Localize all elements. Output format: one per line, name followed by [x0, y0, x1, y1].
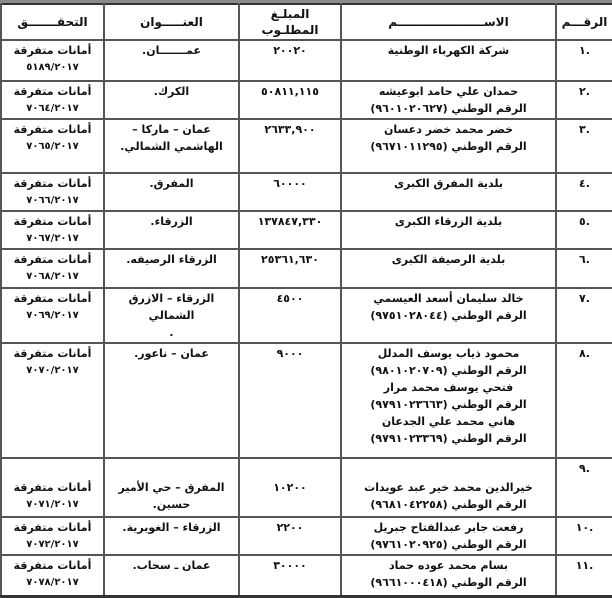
- row-name: [341, 343, 556, 458]
- row-address: [104, 555, 239, 596]
- table-row: [1, 517, 612, 555]
- verification-reference: ٥١٨٩/٢٠١٧: [26, 62, 79, 73]
- row-number: .٥: [556, 211, 612, 249]
- table-row: [1, 173, 612, 211]
- row-name: [341, 211, 556, 249]
- address-line: الزرقاء الرصيفه.: [126, 253, 217, 266]
- verification-label: أمانات متفرقة: [13, 292, 92, 305]
- table-row: [1, 81, 612, 119]
- address-line: الكرك.: [153, 85, 190, 98]
- national-id: الرقم الوطني (٩٦٧١٠١١٢٩٥): [370, 140, 527, 153]
- address-line: الزرقاء – الغويرية.: [122, 521, 221, 534]
- row-name: [341, 173, 556, 211]
- party-name: خيرالدين محمد خير عبد عويدات: [364, 481, 533, 494]
- row-verification: [1, 81, 104, 119]
- row-name: [341, 119, 556, 173]
- row-number: .٧: [556, 288, 612, 343]
- header-address: العنـــــوان: [104, 4, 239, 40]
- verification-label: أمانات متفرقة: [13, 559, 92, 572]
- address-line: الزرقاء – الازرق الشمالي: [128, 292, 215, 322]
- row-verification: [1, 211, 104, 249]
- verification-reference: ٧٠٧٨/٢٠١٧: [26, 577, 79, 588]
- party-name: محمود ذياب يوسف المدلل: [377, 347, 520, 360]
- header-name: الاســـــــــــــــــــــم: [341, 4, 556, 40]
- row-number: .٢: [556, 81, 612, 119]
- national-id: الرقم الوطني (٩٧٦١٠٢٠٩٢٥): [370, 538, 527, 551]
- row-amount: ٢٢٠٠: [239, 517, 341, 555]
- row-number: .٤: [556, 173, 612, 211]
- party-name: بلدية المفرق الكبرى: [393, 177, 504, 190]
- row-verification: [1, 517, 104, 555]
- row-address: [104, 343, 239, 458]
- row-address: [104, 458, 239, 517]
- row-address: [104, 288, 239, 343]
- row-number: .١٠: [556, 517, 612, 555]
- address-line: الهاشمي الشمالي.: [120, 140, 223, 153]
- header-verification: التحقـــــــق: [1, 4, 104, 40]
- address-line: المفرق – حي الأمير: [118, 481, 225, 494]
- national-id: الرقم الوطني (٩٦٦١٠٠٠٤١٨): [370, 576, 527, 589]
- verification-label: أمانات متفرقة: [13, 521, 92, 534]
- party-name: هاني محمد علي الجدعان: [381, 415, 516, 428]
- address-line: عمـــــــان.: [142, 44, 201, 57]
- row-verification: [1, 343, 104, 458]
- address-line: عمان ـ سحاب.: [132, 559, 211, 572]
- address-line: المفرق.: [149, 177, 194, 190]
- verification-reference: ٧٠٧١/٢٠١٧: [26, 499, 79, 510]
- party-name: بلدية الرصيفة الكبرى: [391, 253, 506, 266]
- row-amount: ٤٥٠٠: [239, 288, 341, 343]
- row-amount: ٢٠٠٢٠: [239, 40, 341, 81]
- verification-label: أمانات متفرقة: [13, 44, 92, 57]
- verification-label: أمانات متفرقة: [13, 123, 92, 136]
- address-line: .: [169, 326, 174, 339]
- row-number: .١١: [556, 555, 612, 596]
- address-line: حسين.: [152, 498, 191, 511]
- row-amount: ٢٦٣٣,٩٠٠: [239, 119, 341, 173]
- row-amount: ٢٥٣٦١,٦٣٠: [239, 249, 341, 288]
- address-line: الزرقاء.: [150, 215, 193, 228]
- row-verification: [1, 119, 104, 173]
- row-name: [341, 249, 556, 288]
- row-verification: [1, 40, 104, 81]
- row-number: .١: [556, 40, 612, 81]
- verification-reference: ٧٠٦٥/٢٠١٧: [26, 141, 79, 152]
- verification-label: أمانات متفرقة: [13, 215, 92, 228]
- row-verification: [1, 458, 104, 517]
- address-line: عمان – ماركا –: [132, 123, 211, 136]
- verification-label: أمانات متفرقة: [13, 347, 92, 360]
- verification-label: أمانات متفرقة: [13, 481, 92, 494]
- row-address: [104, 40, 239, 81]
- table-row: [1, 343, 612, 458]
- row-name: [341, 555, 556, 596]
- party-name: بلدية الزرقاء الكبرى: [394, 215, 503, 228]
- creditors-table: [0, 3, 612, 598]
- row-address: [104, 173, 239, 211]
- party-name: شركة الكهرباء الوطنية: [387, 44, 510, 57]
- row-verification: [1, 555, 104, 596]
- party-name: خضر محمد خضر دعسان: [383, 123, 514, 136]
- verification-reference: ٧٠٧٢/٢٠١٧: [26, 539, 79, 550]
- row-amount: ٩٠٠٠: [239, 343, 341, 458]
- row-number: .٨: [556, 343, 612, 458]
- row-amount: ١٣٧٨٤٧,٣٣٠: [239, 211, 341, 249]
- party-name: حمدان علي حامد ابوعيشه: [378, 85, 519, 98]
- table-row: [1, 458, 612, 517]
- party-name: خالد سليمان أسعد العيسمي: [373, 292, 524, 305]
- row-address: [104, 211, 239, 249]
- row-address: [104, 119, 239, 173]
- table-header-row: [1, 4, 612, 40]
- row-address: [104, 81, 239, 119]
- national-id: الرقم الوطني (٩٧٩١٠٢٣٦٦٣): [370, 398, 527, 411]
- table-body: [1, 40, 612, 596]
- table-row: [1, 40, 612, 81]
- header-amount: المبلـغ المطلـوب: [239, 4, 341, 40]
- verification-label: أمانات متفرقة: [13, 253, 92, 266]
- party-name: بسام محمد عوده حماد: [388, 559, 509, 572]
- table-row: [1, 288, 612, 343]
- verification-reference: ٧٠٦٦/٢٠١٧: [26, 195, 79, 206]
- verification-reference: ٧٠٧٠/٢٠١٧: [26, 365, 79, 376]
- header-number: الرقـــم: [556, 4, 612, 40]
- row-address: [104, 517, 239, 555]
- row-name: [341, 81, 556, 119]
- row-number: .٦: [556, 249, 612, 288]
- row-verification: [1, 249, 104, 288]
- verification-reference: ٧٠٦٨/٢٠١٧: [26, 271, 79, 282]
- table-row: [1, 555, 612, 596]
- row-number: .٣: [556, 119, 612, 173]
- row-number: .٩: [556, 458, 612, 517]
- verification-reference: ٧٠٦٤/٢٠١٧: [26, 103, 79, 114]
- party-name: رفعت جابر عبدالفتاح جبريل: [373, 521, 524, 534]
- national-id: الرقم الوطني (٩٦٨١٠٤٢٢٥٨): [370, 498, 527, 511]
- row-amount: ٥٠٨١١,١١٥: [239, 81, 341, 119]
- row-verification: [1, 288, 104, 343]
- table-row: [1, 249, 612, 288]
- national-id: الرقم الوطني (٩٧٥١٠٢٨٠٤٤): [370, 309, 527, 322]
- verification-reference: ٧٠٦٩/٢٠١٧: [26, 310, 79, 321]
- national-id: الرقم الوطني (٩٨٠١٠٢٠٧٠٩): [370, 364, 527, 377]
- verification-label: أمانات متفرقة: [13, 177, 92, 190]
- row-amount: ٣٠٠٠٠: [239, 555, 341, 596]
- national-id: الرقم الوطني (٩٧٩١٠٢٣٣٦٩): [370, 432, 527, 445]
- address-line: عمان – ناعور.: [134, 347, 209, 360]
- row-amount: ١٠٢٠٠: [239, 458, 341, 517]
- table-row: [1, 119, 612, 173]
- national-id: الرقم الوطني (٩٦٠١٠٢٠٦٢٧): [370, 102, 527, 115]
- row-address: [104, 249, 239, 288]
- row-verification: [1, 173, 104, 211]
- verification-label: أمانات متفرقة: [13, 85, 92, 98]
- table-row: [1, 211, 612, 249]
- verification-reference: ٧٠٦٧/٢٠١٧: [26, 233, 79, 244]
- party-name: فتحي يوسف محمد مرار: [383, 381, 514, 394]
- row-name: [341, 458, 556, 517]
- row-amount: ٦٠٠٠٠: [239, 173, 341, 211]
- row-name: [341, 40, 556, 81]
- row-name: [341, 288, 556, 343]
- row-name: [341, 517, 556, 555]
